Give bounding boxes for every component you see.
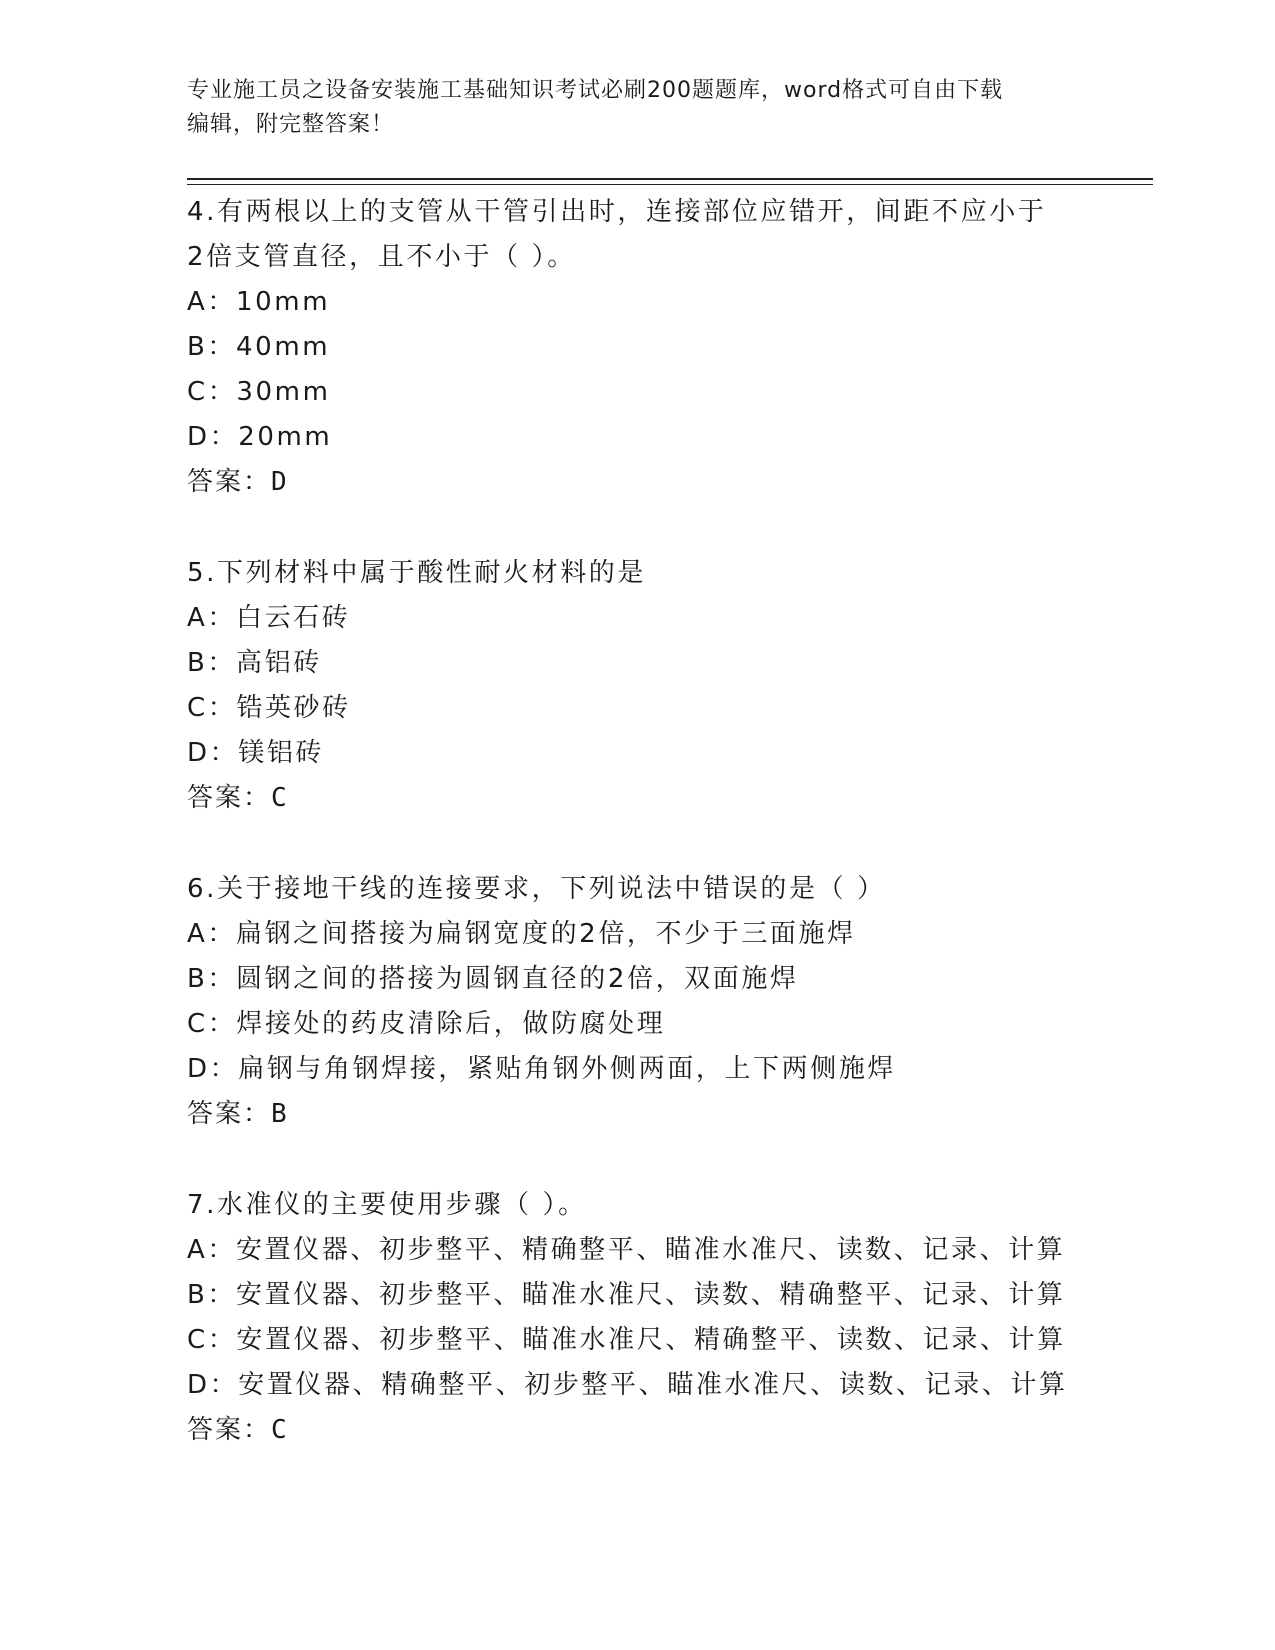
answer [187,776,1153,821]
answer-label: 答案： [187,783,272,813]
option-b: B：高铝砖 [187,648,322,678]
answer-value: C [271,1415,288,1445]
option-a: A：扁钢之间搭接为扁钢宽度的2倍，不少于三面施焊 [187,919,856,949]
option-b: B：安置仪器、初步整平、瞄准水准尺、读数、精确整平、记录、计算 [187,1280,1066,1310]
question-stem: 7.水准仪的主要使用步骤（ ）。 [187,1190,587,1220]
option-b: B：40mm [187,332,331,362]
answer-value: D [271,467,288,497]
answer [187,460,1153,505]
option-d: D：镁铝砖 [187,738,325,768]
header-line-2: 编辑，附完整答案！ [187,112,395,137]
option-c: C：锆英砂砖 [187,693,351,723]
option-d: D：扁钢与角钢焊接，紧贴角钢外侧两面，上下两侧施焊 [187,1054,897,1084]
question-item [187,867,1153,1137]
header-line-1: 专业施工员之设备安装施工基础知识考试必刷200题题库，word格式可自由下载 [187,78,1004,103]
header-divider-thick [187,178,1153,180]
question-item [187,551,1153,821]
answer-label: 答案： [187,467,272,497]
option-d: D：安置仪器、精确整平、初步整平、瞄准水准尺、读数、记录、计算 [187,1370,1068,1400]
question-stem-continued: 2倍支管直径，且不小于（ ）。 [187,242,576,272]
answer-label: 答案： [187,1099,272,1129]
answer-label: 答案： [187,1415,272,1445]
document-header [187,74,1087,142]
question-item [187,1183,1153,1453]
answer-value: C [271,783,288,813]
answer [187,1092,1153,1137]
question-stem: 6.关于接地干线的连接要求，下列说法中错误的是（ ） [187,874,886,904]
option-c: C：30mm [187,377,331,407]
option-d: D：20mm [187,422,333,452]
option-a: A：10mm [187,287,331,317]
option-c: C：安置仪器、初步整平、瞄准水准尺、精确整平、读数、记录、计算 [187,1325,1066,1355]
question-item [187,190,1153,505]
question-stem: 4.有两根以上的支管从干管引出时，连接部位应错开，间距不应小于 [187,197,1047,227]
option-a: A：白云石砖 [187,603,351,633]
option-c: C：焊接处的药皮清除后，做防腐处理 [187,1009,666,1039]
answer-value: B [271,1099,288,1129]
question-list [187,190,1153,1499]
header-divider-thin [187,184,1153,185]
question-stem: 5.下列材料中属于酸性耐火材料的是 [187,558,647,588]
option-b: B：圆钢之间的搭接为圆钢直径的2倍，双面施焊 [187,964,799,994]
answer [187,1408,1153,1453]
option-a: A：安置仪器、初步整平、精确整平、瞄准水准尺、读数、记录、计算 [187,1235,1066,1265]
